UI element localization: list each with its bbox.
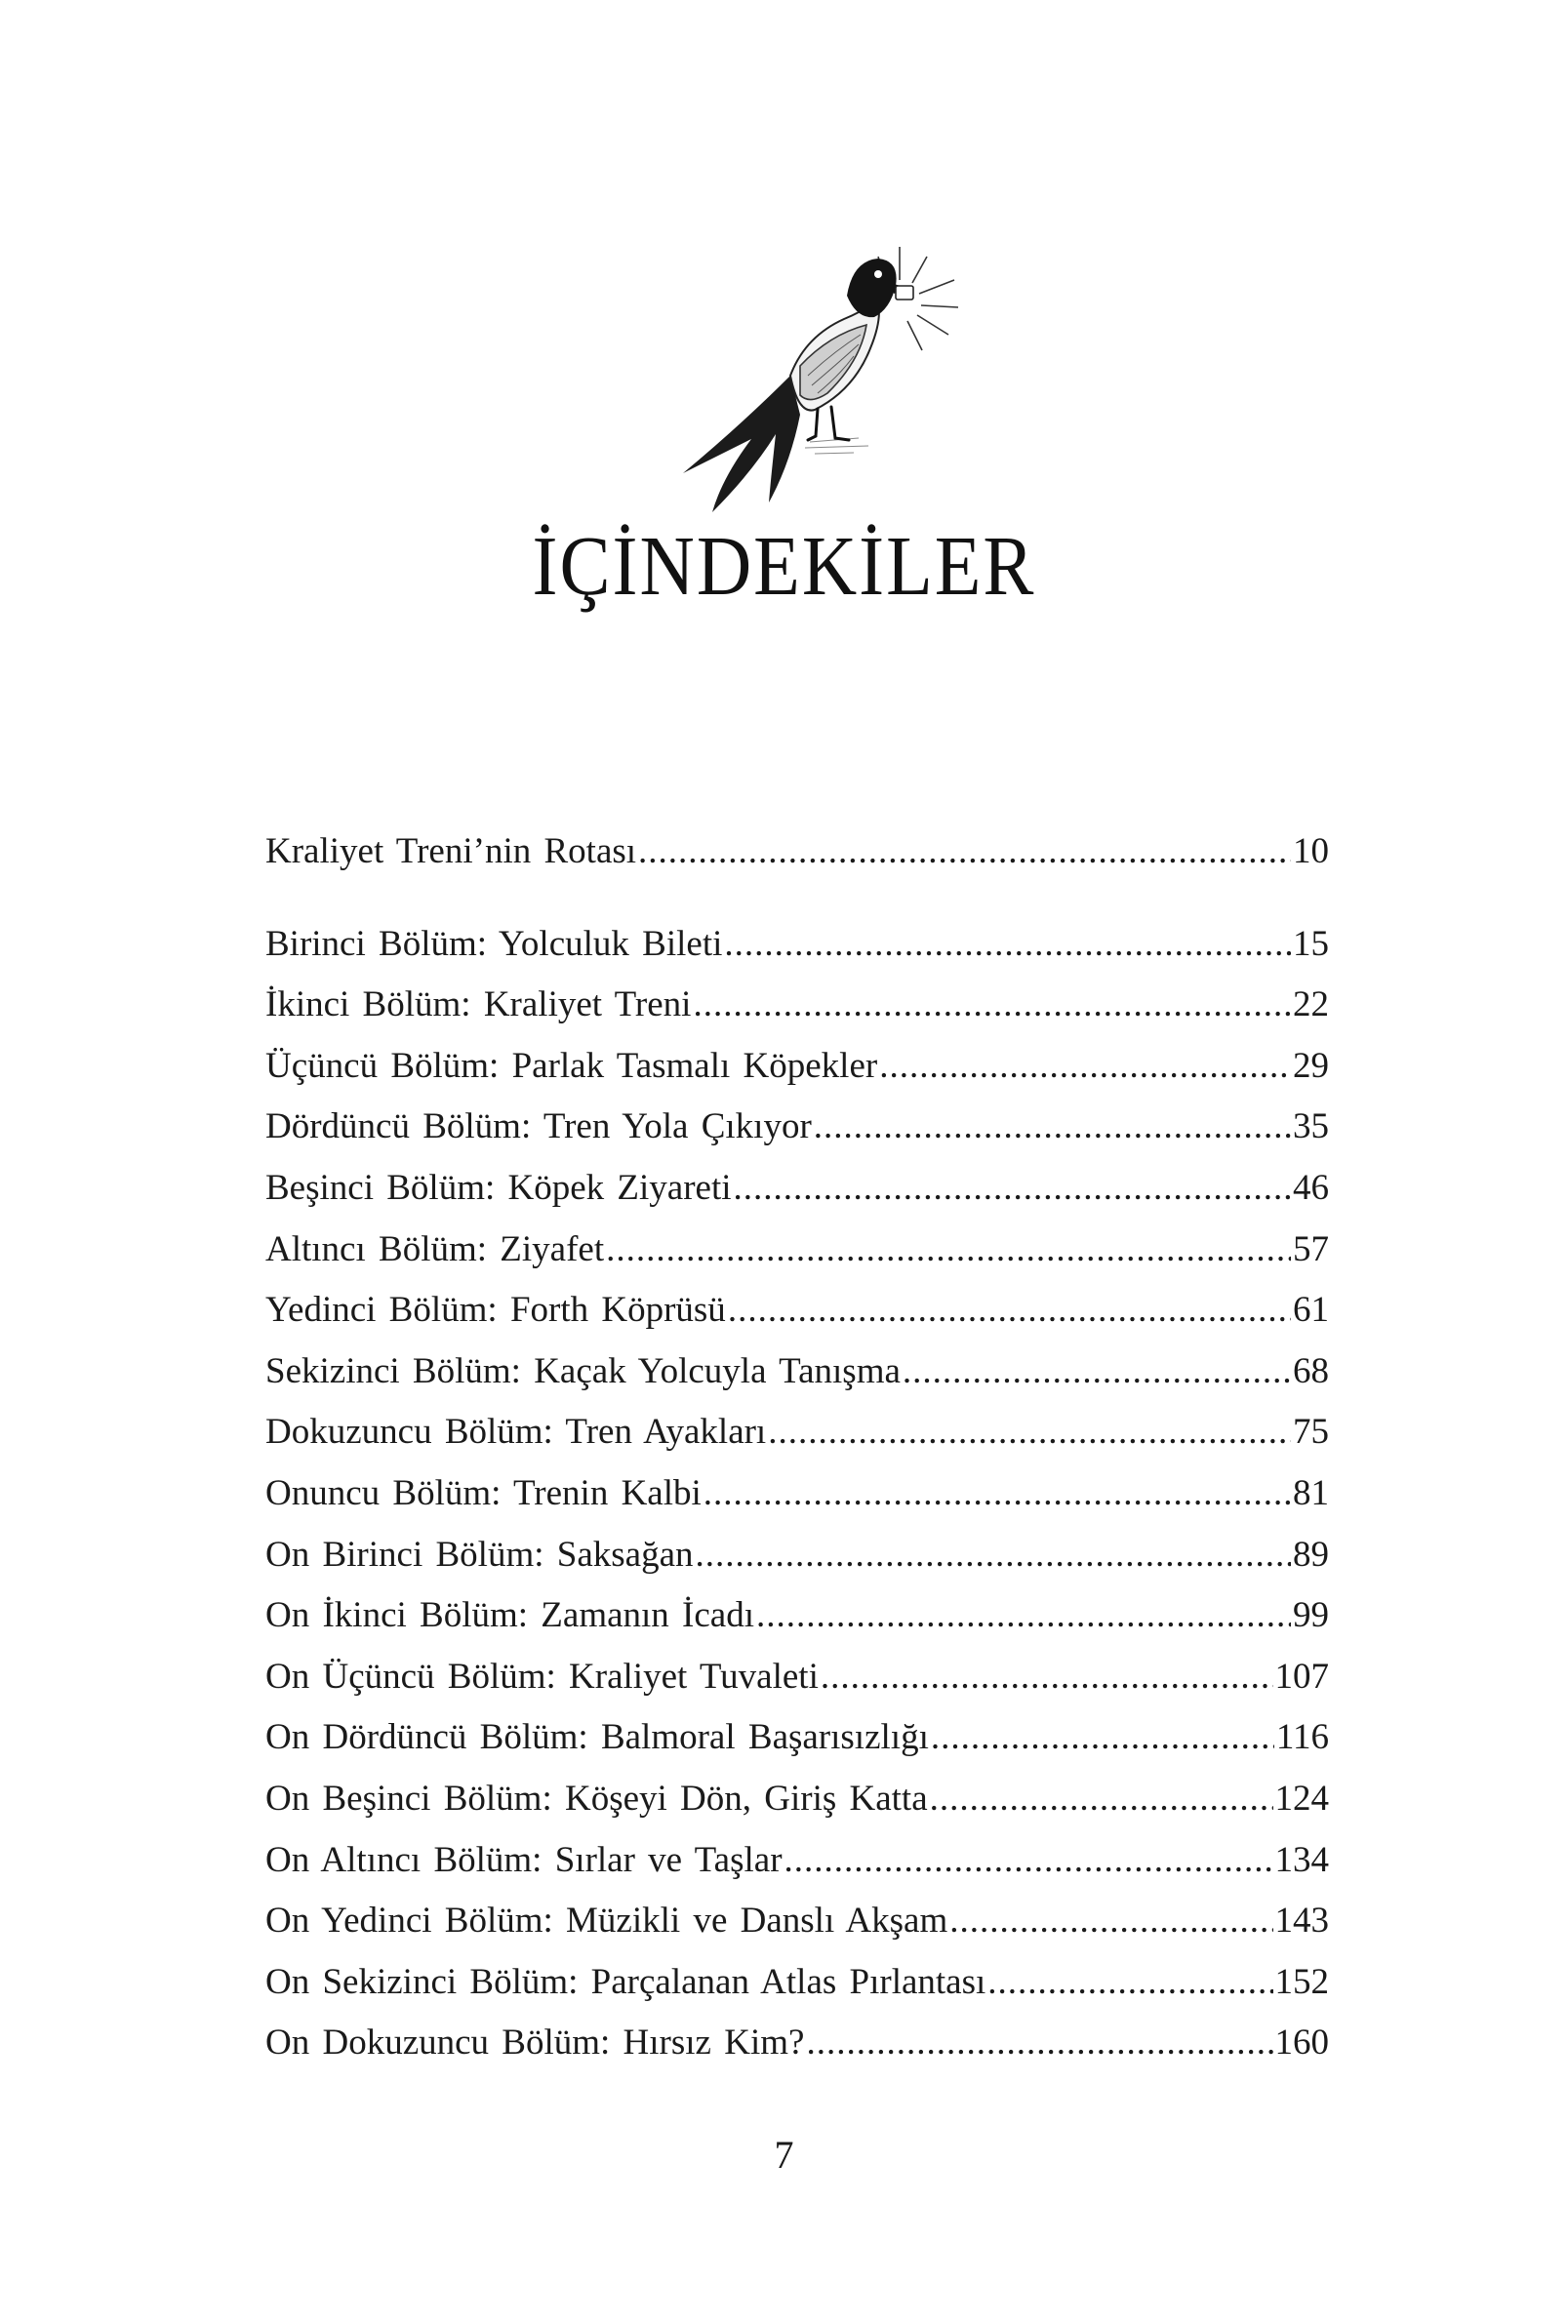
toc-entry-label: İkinci Bölüm: Kraliyet Treni — [265, 984, 692, 1025]
toc-entry[interactable] — [265, 1769, 1329, 1830]
toc-entry[interactable] — [265, 1342, 1329, 1403]
magpie-with-gem-icon — [644, 229, 995, 522]
toc-entry-label: On Dördüncü Bölüm: Balmoral Başarısızlığı — [265, 1717, 929, 1758]
toc-entry-label: On Sekizinci Bölüm: Parçalanan Atlas Pırlantası — [265, 1961, 986, 2002]
toc-entry-page: 29 — [1293, 1045, 1329, 1086]
toc-entry-page: 10 — [1293, 831, 1329, 871]
toc-entry-intro[interactable] — [265, 821, 1329, 883]
toc-leader-dots — [606, 1220, 1291, 1281]
toc-leader-dots — [728, 1280, 1291, 1342]
toc-entry-label: On Dokuzuncu Bölüm: Hırsız Kim? — [265, 2023, 805, 2064]
table-of-contents — [265, 821, 1329, 2074]
toc-leader-dots — [931, 1707, 1274, 1769]
toc-entry-page: 81 — [1293, 1472, 1329, 1513]
toc-entry[interactable] — [265, 1707, 1329, 1769]
page-title: İÇİNDEKİLER — [532, 517, 1036, 614]
toc-entry[interactable] — [265, 975, 1329, 1036]
toc-leader-dots — [814, 1097, 1291, 1158]
toc-leader-dots — [806, 2013, 1272, 2074]
toc-entry-page: 143 — [1274, 1901, 1329, 1942]
toc-leader-dots — [903, 1342, 1291, 1403]
toc-entry[interactable] — [265, 2013, 1329, 2074]
toc-entry[interactable] — [265, 1830, 1329, 1892]
toc-entry[interactable] — [265, 1158, 1329, 1220]
toc-entry-page: 75 — [1293, 1412, 1329, 1453]
toc-entry-page: 89 — [1293, 1534, 1329, 1575]
toc-entry[interactable] — [265, 1402, 1329, 1463]
toc-entry[interactable] — [265, 1220, 1329, 1281]
toc-entry-page: 107 — [1274, 1656, 1329, 1697]
toc-entry-label: On Üçüncü Bölüm: Kraliyet Tuvaleti — [265, 1656, 819, 1697]
toc-leader-dots — [724, 914, 1291, 976]
toc-entry[interactable] — [265, 1097, 1329, 1158]
toc-entry-label: Altıncı Bölüm: Ziyafet — [265, 1228, 605, 1269]
toc-entry-page: 46 — [1293, 1167, 1329, 1208]
toc-entry-page: 134 — [1274, 1839, 1329, 1880]
toc-entry-label: On İkinci Bölüm: Zamanın İcadı — [265, 1595, 754, 1636]
toc-leader-dots — [879, 1036, 1291, 1098]
toc-entry-label: Kraliyet Treni’nin Rotası — [265, 831, 637, 871]
toc-entry-label: Dördüncü Bölüm: Tren Yola Çıkıyor — [265, 1106, 812, 1147]
toc-entry-label: Yedinci Bölüm: Forth Köprüsü — [265, 1290, 726, 1331]
toc-leader-dots — [756, 1585, 1291, 1647]
toc-leader-dots — [704, 1463, 1291, 1525]
toc-entry-label: Sekizinci Bölüm: Kaçak Yolcuyla Tanışma — [265, 1350, 901, 1391]
toc-leader-dots — [987, 1952, 1272, 2014]
toc-entry-label: On Beşinci Bölüm: Köşeyi Dön, Giriş Katta — [265, 1778, 928, 1819]
toc-leader-dots — [638, 821, 1291, 883]
toc-entry[interactable] — [265, 1463, 1329, 1525]
toc-entry-label: Dokuzuncu Bölüm: Tren Ayakları — [265, 1412, 767, 1453]
toc-entry-page: 61 — [1293, 1290, 1329, 1331]
toc-entry-label: Üçüncü Bölüm: Parlak Tasmalı Köpekler — [265, 1045, 878, 1086]
toc-leader-dots — [734, 1158, 1292, 1220]
toc-entry[interactable] — [265, 1647, 1329, 1708]
toc-entry-label: Onuncu Bölüm: Trenin Kalbi — [265, 1472, 702, 1513]
toc-leader-dots — [696, 1525, 1292, 1586]
toc-entry-page: 68 — [1293, 1350, 1329, 1391]
toc-entry[interactable] — [265, 1952, 1329, 2014]
page-number: 7 — [774, 2133, 794, 2177]
toc-entry[interactable] — [265, 1280, 1329, 1342]
toc-leader-dots — [930, 1769, 1273, 1830]
toc-leader-dots — [949, 1891, 1272, 1952]
toc-entry-page: 35 — [1293, 1106, 1329, 1147]
toc-entry[interactable] — [265, 1036, 1329, 1098]
toc-entry-page: 124 — [1274, 1778, 1329, 1819]
toc-leader-dots — [693, 975, 1291, 1036]
toc-entry-page: 116 — [1275, 1717, 1329, 1758]
toc-entry-page: 57 — [1293, 1228, 1329, 1269]
toc-entry-label: On Yedinci Bölüm: Müzikli ve Danslı Akşam — [265, 1901, 948, 1942]
toc-entry-page: 22 — [1293, 984, 1329, 1025]
toc-entry[interactable] — [265, 914, 1329, 976]
toc-entry-page: 160 — [1274, 2023, 1329, 2064]
toc-entry-page: 99 — [1293, 1595, 1329, 1636]
toc-leader-dots — [768, 1402, 1291, 1463]
toc-entry[interactable] — [265, 1525, 1329, 1586]
toc-entry-page: 15 — [1293, 923, 1329, 964]
toc-entry-label: Birinci Bölüm: Yolculuk Bileti — [265, 923, 723, 964]
toc-leader-dots — [784, 1830, 1273, 1892]
toc-entry-label: On Birinci Bölüm: Saksağan — [265, 1534, 694, 1575]
toc-entry-label: Beşinci Bölüm: Köpek Ziyareti — [265, 1167, 732, 1208]
toc-entry[interactable] — [265, 1585, 1329, 1647]
toc-entry-label: On Altıncı Bölüm: Sırlar ve Taşlar — [265, 1839, 783, 1880]
toc-entry-page: 152 — [1274, 1961, 1329, 2002]
toc-entry[interactable] — [265, 1891, 1329, 1952]
toc-leader-dots — [821, 1647, 1273, 1708]
